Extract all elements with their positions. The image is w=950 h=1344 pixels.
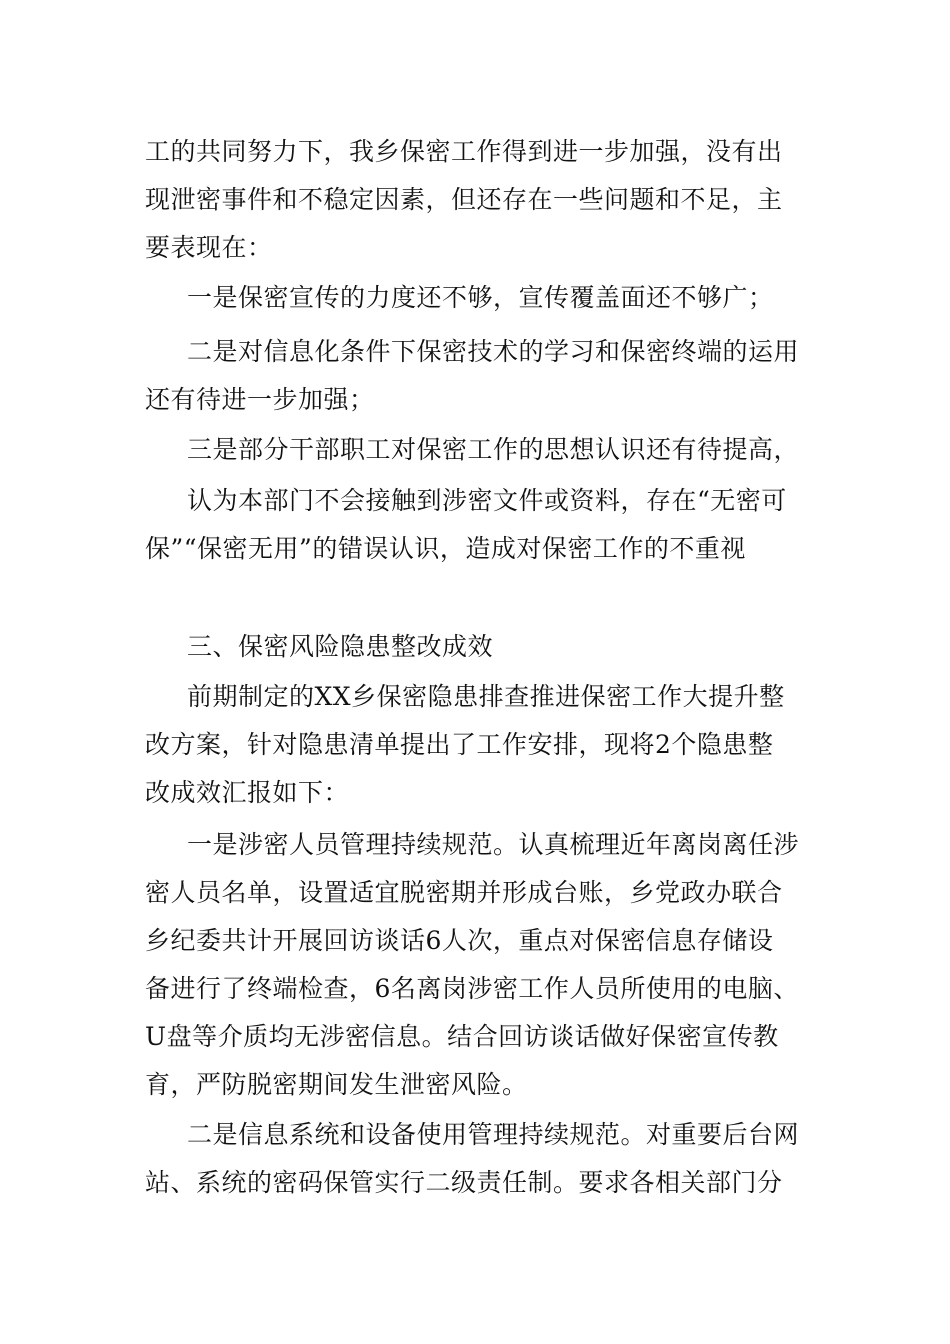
paragraph-line: 前期制定的XX乡保密隐患排查推进保密工作大提升整 — [187, 682, 785, 711]
paragraph-line: 改成效汇报如下： — [145, 778, 350, 807]
paragraph-line: 改方案，针对隐患清单提出了工作安排，现将2个隐患整 — [145, 730, 774, 759]
paragraph-line: 一是保密宣传的力度还不够，宣传覆盖面还不够广； — [187, 283, 774, 312]
paragraph-line: 保”“保密无用”的错误认识，造成对保密工作的不重视 — [145, 534, 746, 563]
paragraph-line: 育，严防脱密期间发生泄密风险。 — [145, 1070, 528, 1099]
paragraph-line: 乡纪委共计开展回访谈话6人次，重点对保密信息存储设 — [145, 926, 774, 955]
section-heading: 三、保密风险隐患整改成效 — [187, 632, 494, 661]
paragraph-line: 工的共同努力下，我乡保密工作得到进一步加强，没有出 — [145, 137, 783, 166]
paragraph-line: 二是信息系统和设备使用管理持续规范。对重要后台网 — [187, 1120, 800, 1149]
paragraph-line: 还有待进一步加强； — [145, 385, 375, 414]
paragraph-line: 三是部分干部职工对保密工作的思想认识还有待提高， — [187, 435, 800, 464]
paragraph-line: 站、系统的密码保管实行二级责任制。要求各相关部门分 — [145, 1168, 783, 1197]
paragraph-line: 要表现在： — [145, 233, 273, 262]
paragraph-line: 二是对信息化条件下保密技术的学习和保密终端的运用 — [187, 337, 800, 366]
paragraph-line: 密人员名单，设置适宜脱密期并形成台账，乡党政办联合 — [145, 878, 783, 907]
paragraph-line: 备进行了终端检查，6名离岗涉密工作人员所使用的电脑、 — [145, 974, 799, 1003]
paragraph-line: 现泄密事件和不稳定因素，但还存在一些问题和不足，主 — [145, 185, 783, 214]
paragraph-line: 一是涉密人员管理持续规范。认真梳理近年离岗离任涉 — [187, 830, 800, 859]
paragraph-line: U盘等介质均无涉密信息。结合回访谈话做好保密宣传教 — [145, 1022, 779, 1051]
paragraph-line: 认为本部门不会接触到涉密文件或资料，存在“无密可 — [187, 486, 787, 515]
